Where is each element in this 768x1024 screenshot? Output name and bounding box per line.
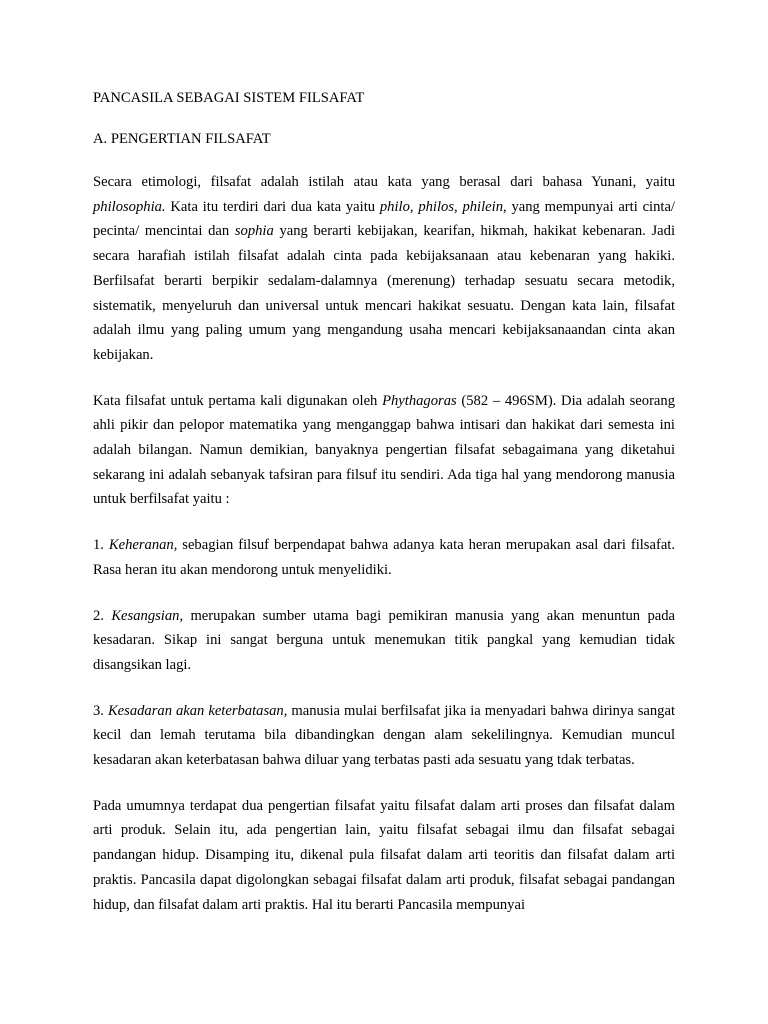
text-run: Secara etimologi, filsafat adalah istilah atau kata yang berasal dari bahasa Yunani, yaitu <box>93 174 675 190</box>
text-run: yang berarti kebijakan, kearifan, hikmah, hakikat kebenaran. Jadi secara harafiah istilah filsafat adalah cinta pada kebijaksanaan atau kebenaran yang hakiki. Berfilsafat berarti berpikir sedalam-dalamnya (merenung) terhadap sesuatu secara metodik, sistematik, menyeluruh dan universal untuk mencari hakikat sesuatu. Dengan kata lain, filsafat adalah ilmu yang paling umum yang mengandung usaha mencari kebijaksanaandan cinta akan kebijakan. <box>93 223 676 363</box>
paragraph-etymology <box>93 170 675 368</box>
italic-term: Phythagoras <box>382 392 457 409</box>
document-title: PANCASILA SEBAGAI SISTEM FILSAFAT <box>93 90 365 106</box>
paragraph-history <box>93 389 675 513</box>
document-body <box>93 88 675 938</box>
italic-term: Kesadaran akan keterbatasan <box>107 702 284 719</box>
list-item-1 <box>93 533 675 582</box>
section-heading: A. PENGERTIAN FILSAFAT <box>93 131 271 147</box>
paragraph-definitions: Pada umumnya terdapat dua pengertian filsafat yaitu filsafat dalam arti proses dan filsafat dalam arti produk. Selain itu, ada pengertian lain, yaitu filsafat sebagai ilmu dan filsafat sebagai pandangan hidup. Disamping itu, dikenal pula filsafat dalam arti teoritis dan filsafat dalam arti praktis. Pancasila dapat digolongkan sebagai filsafat dalam arti produk, filsafat sebagai pandangan hidup, dan filsafat dalam arti praktis. Hal itu berarti Pancasila mempunyai <box>93 797 675 913</box>
list-number: 2. <box>93 607 112 624</box>
italic-term: philosophia. <box>93 198 166 215</box>
italic-term: Keheranan <box>108 537 174 554</box>
text-run: Kata itu terdiri dari dua kata yaitu <box>165 198 380 215</box>
text-run: yang mempunyai arti cinta/ pecinta/ mencintai dan <box>93 198 675 240</box>
text-run: (582 – 496SM). Dia adalah seorang ahli pikir dan pelopor matematika yang menganggap bahwa intisari dan hakikat dari semesta ini adalah bilangan. Namun demikian, banyaknya pengertian filsafat sebagaimana yang diketahui sekarang ini adalah sebanyak tafsiran para filsuf itu sendiri. Ada tiga hal yang mendorong manusia untuk berfilsafat yaitu : <box>93 392 675 508</box>
italic-term: Kesangsian <box>111 607 180 624</box>
list-item-2 <box>93 604 675 678</box>
text-run: Kata filsafat untuk pertama kali digunakan oleh <box>93 392 383 409</box>
list-number: 1. <box>93 537 109 554</box>
italic-term: sophia <box>234 223 274 240</box>
italic-term: philo, philos, philein, <box>379 198 507 215</box>
text-run: , merupakan sumber utama bagi pemikiran manusia yang akan menuntun pada kesadaran. Sikap ini sangat berguna untuk menemukan titik pangkal yang kemudian tidak disangsikan lagi. <box>93 607 676 673</box>
list-item-3 <box>93 699 675 773</box>
text-run: , manusia mulai berfilsafat jika ia menyadari bahwa dirinya sangat kecil dan lemah terutama bila dibandingkan dengan alam sekelilingnya. Kemudian muncul kesadaran akan keterbatasan bahwa diluar yang terbatas pasti ada sesuatu yang tdak terbatas. <box>93 702 676 769</box>
list-number: 3. <box>93 702 108 719</box>
text-run: , sebagian filsuf berpendapat bahwa adanya kata heran merupakan asal dari filsafat. Rasa heran itu akan mendorong untuk menyelidiki. <box>93 537 676 578</box>
